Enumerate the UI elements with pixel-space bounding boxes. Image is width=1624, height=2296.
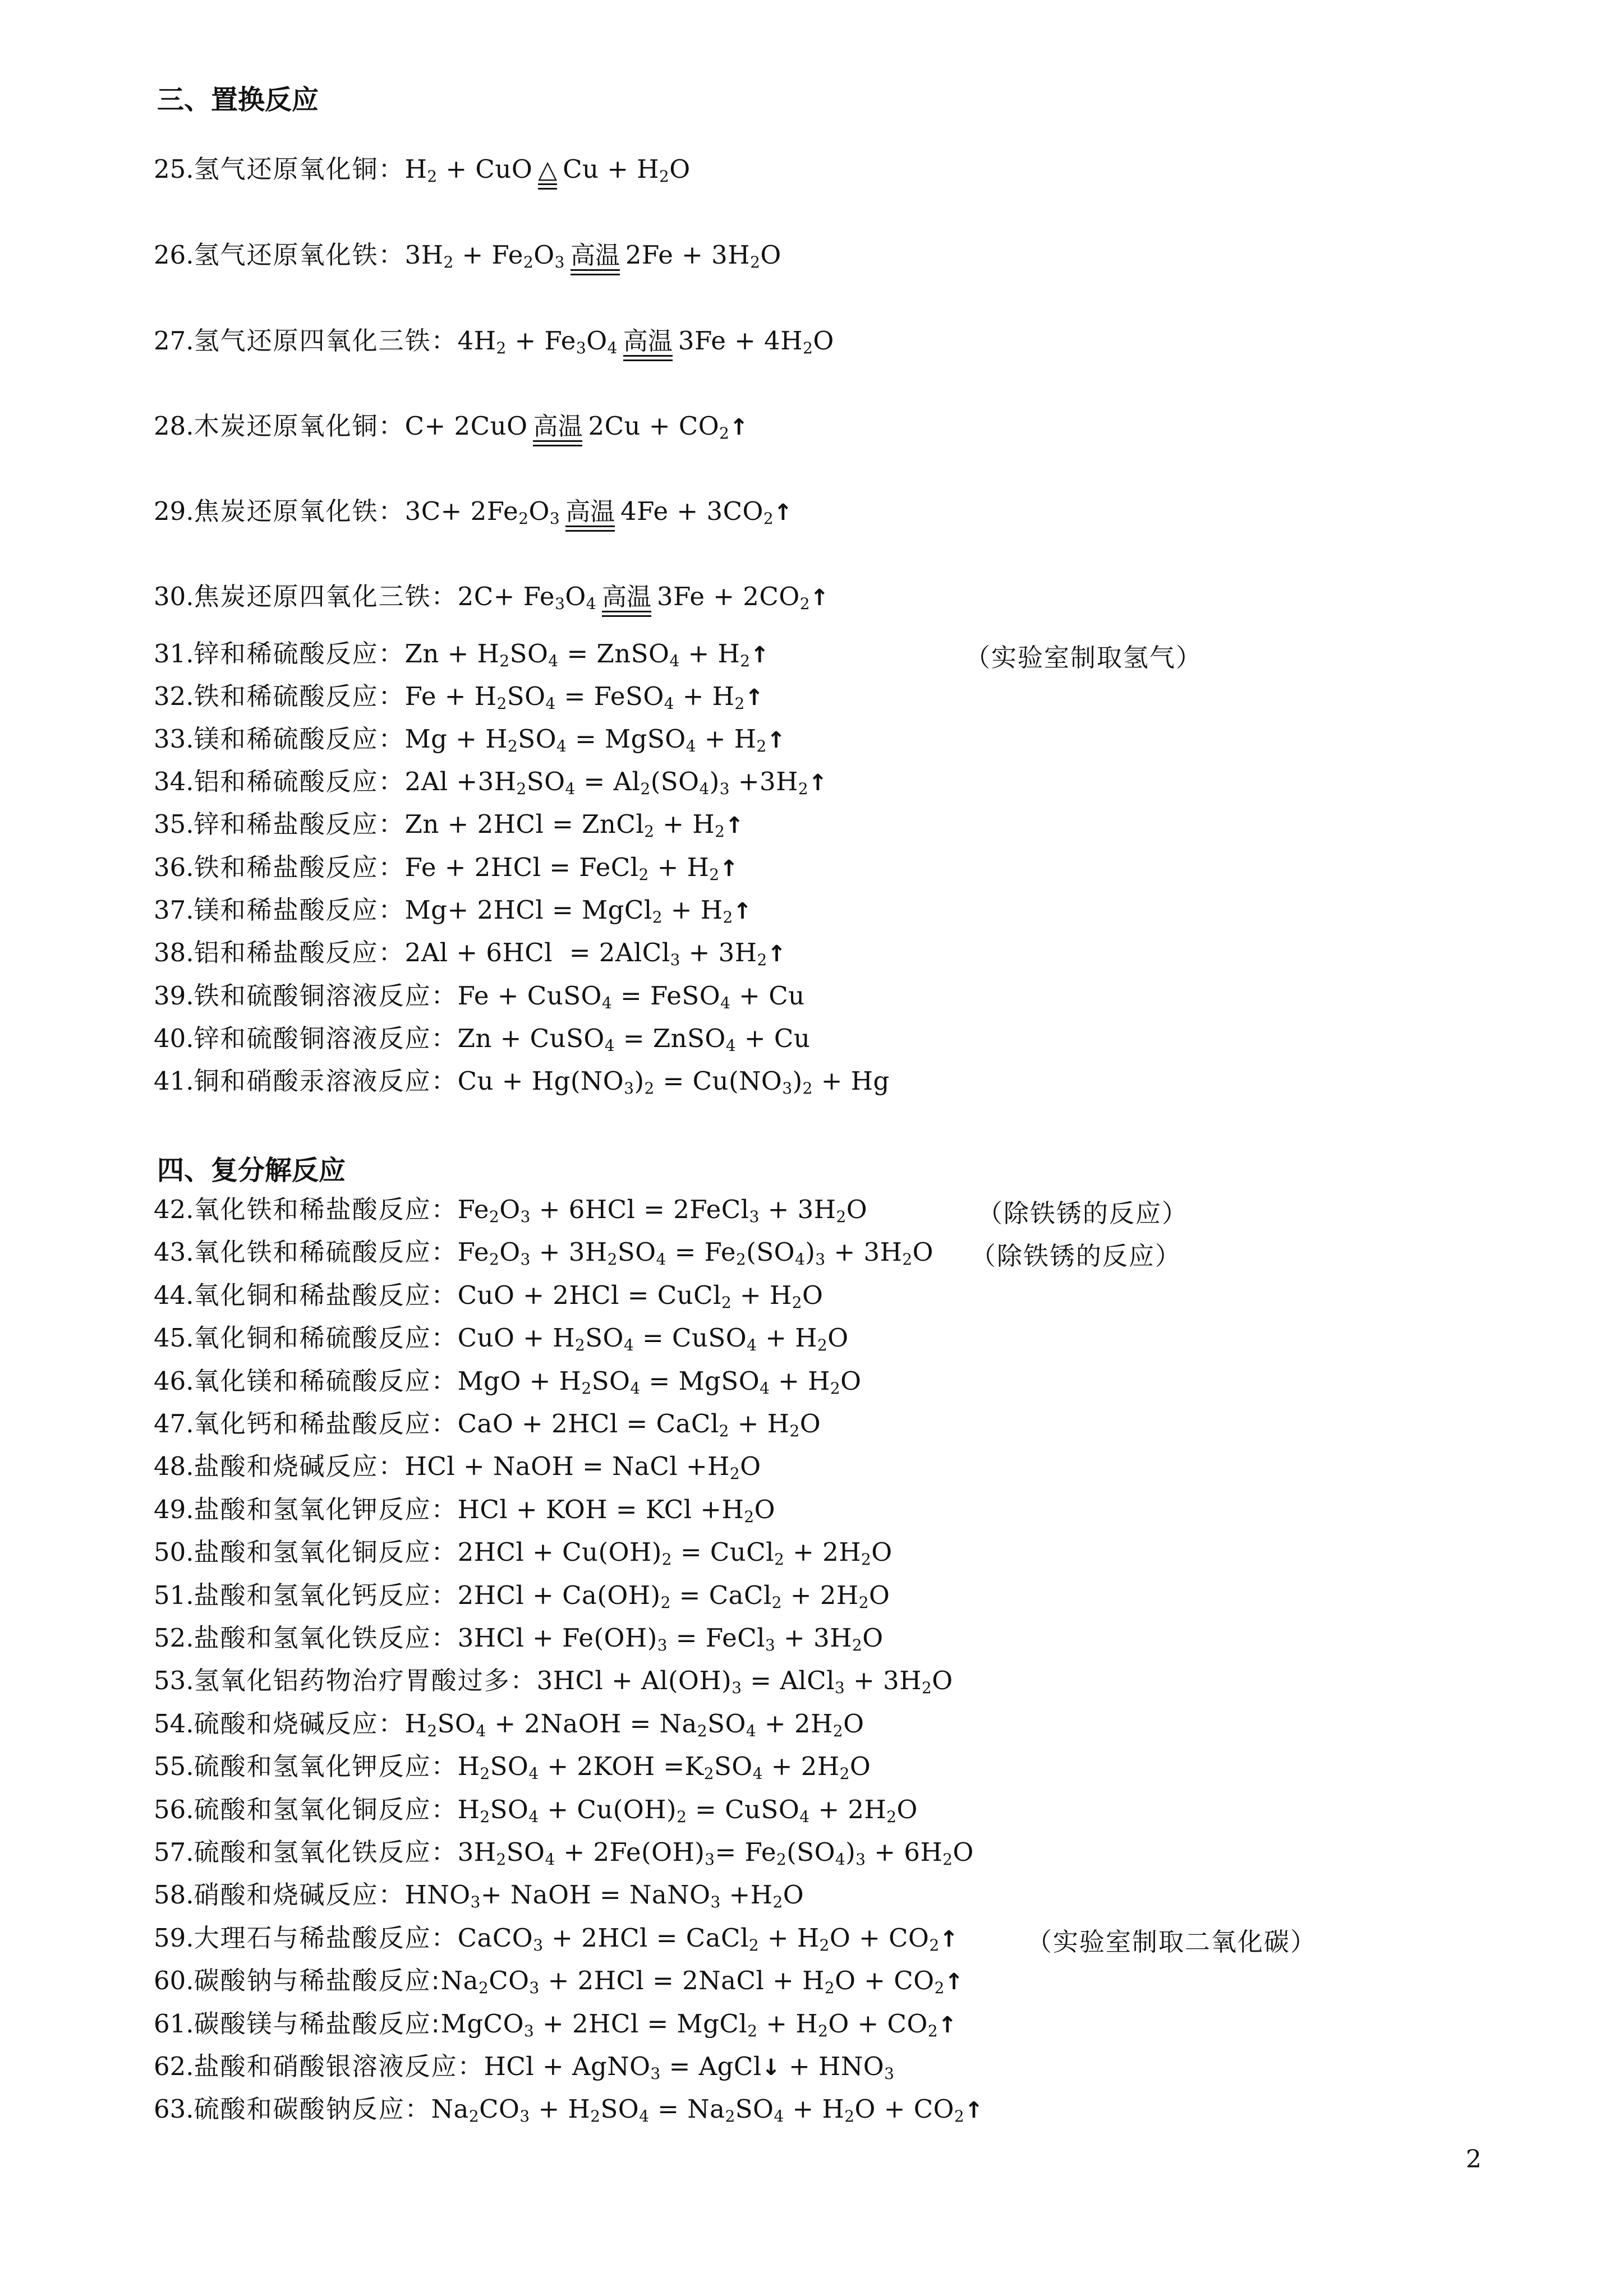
reaction-row <box>154 934 786 972</box>
reaction-number: 36. <box>154 852 194 882</box>
reaction-name: 碳酸镁与稀盐酸反应: <box>194 2009 441 2039</box>
reaction-number: 40. <box>154 1023 194 1053</box>
reaction-row <box>154 2048 894 2086</box>
equation: $2HCl + Cu(OH)_2$ = CuCl$_2$ + $2H_2O$ <box>457 1537 892 1569</box>
reaction-name: 锌和稀硫酸反应： <box>194 639 405 668</box>
equation: $3HCl + Al(OH)_3$ = AlCl$_3$ + $3H_2O$ <box>536 1666 953 1697</box>
reaction-name: 盐酸和氢氧化钙反应： <box>194 1580 458 1610</box>
equation: CaO + 2HCl = CaCl$_2$ + $H_2O$ <box>457 1409 821 1440</box>
reaction-row <box>154 150 691 188</box>
reaction-row <box>154 1533 892 1571</box>
reaction-number: 35. <box>154 809 194 839</box>
gas-arrow-icon: ↑ <box>939 1926 959 1952</box>
gas-arrow-icon: ↑ <box>808 770 827 796</box>
equation: Zn + 2HCl = ZnCl$_2$ + $H_2$ <box>404 809 725 841</box>
reaction-note: （除铁锈的反应） <box>970 1241 1182 1271</box>
reaction-row <box>154 322 834 360</box>
equation: $Mg + H_2SO_4$ = MgSO$_4$ + $H_2$ <box>404 724 767 755</box>
reaction-row <box>154 1791 918 1829</box>
reaction-name: 硫酸和碳酸钠反应： <box>194 2094 431 2124</box>
condition-equals-sign <box>565 525 615 532</box>
reaction-number: 39. <box>154 981 194 1011</box>
reaction-name: 碳酸钠与稀盐酸反应: <box>194 1966 441 1995</box>
reaction-row <box>154 1319 849 1357</box>
equation: CuO + 2HCl = CuCl$_2$ + $H_2O$ <box>457 1280 823 1312</box>
reaction-number: 45. <box>154 1323 194 1353</box>
reaction-number: 49. <box>154 1495 194 1524</box>
equation: $Na_2CO_3 + H_2SO_4 = Na_2SO_4 + H_2O + CO_2$ <box>431 2094 965 2126</box>
gas-arrow-icon: ↑ <box>766 727 786 753</box>
reaction-name: 盐酸和氢氧化铁反应： <box>194 1623 458 1653</box>
reaction-number: 58. <box>154 1880 194 1910</box>
reaction-name: 镁和稀硫酸反应： <box>194 724 405 754</box>
reaction-row <box>154 1447 761 1486</box>
condition-text: 高温 <box>623 327 673 356</box>
equation: $Cu + Hg(NO_3)_2 = Cu(NO_3)_2 + Hg$ <box>457 1066 890 1098</box>
reaction-row <box>154 1919 958 1957</box>
equation: Fe + 2HCl = FeCl$_2$ + $H_2$ <box>404 852 720 884</box>
reaction-name: 铁和硫酸铜溶液反应： <box>194 981 458 1011</box>
equation-reactants: $3H_2 + Fe_2O_3$ <box>404 240 565 271</box>
condition-equals-sign <box>533 440 582 446</box>
reaction-name: 硫酸和氢氧化钾反应： <box>194 1751 458 1781</box>
condition-text: △ <box>538 155 558 184</box>
reaction-name: 氢气还原氧化铜： <box>194 154 405 184</box>
gas-arrow-icon: ↑ <box>810 585 829 611</box>
reaction-name: 氢氧化铝药物治疗胃酸过多： <box>194 1666 537 1695</box>
condition-equals-sign <box>538 183 557 190</box>
reaction-note: （实验室制取氢气） <box>965 643 1203 672</box>
reaction-condition <box>571 243 620 275</box>
reaction-number: 38. <box>154 938 194 967</box>
reaction-number: 29. <box>154 496 194 526</box>
reaction-number: 48. <box>154 1451 194 1481</box>
reaction-number: 56. <box>154 1795 194 1824</box>
reaction-row <box>154 635 769 673</box>
reaction-name: 硫酸和氢氧化铁反应： <box>194 1837 458 1867</box>
reaction-number: 44. <box>154 1280 194 1310</box>
condition-text: 高温 <box>565 497 615 526</box>
equation: $Na_2CO_3 + 2HCl$ = 2NaCl + $H_2O + CO_2$ <box>440 1966 945 1997</box>
gas-arrow-icon: ↑ <box>774 500 793 525</box>
reaction-number: 61. <box>154 2009 194 2039</box>
reaction-name: 盐酸和硝酸银溶液反应： <box>194 2051 484 2081</box>
equation: HCl + NaOH = NaCl $+H_2O$ <box>404 1451 761 1483</box>
equation: $3HCl + Fe(OH)_3$ = FeCl$_3$ + $3H_2O$ <box>457 1623 884 1654</box>
reaction-row <box>154 977 805 1015</box>
reaction-number: 46. <box>154 1366 194 1396</box>
reaction-name: 氧化镁和稀硫酸反应： <box>194 1366 458 1396</box>
reaction-number: 31. <box>154 639 194 668</box>
equation: Mg+ 2HCl = MgCl$_2$ + $H_2$ <box>404 895 733 926</box>
condition-text: 高温 <box>533 412 583 441</box>
reaction-condition <box>565 497 615 532</box>
reaction-name: 硝酸和烧碱反应： <box>194 1880 405 1910</box>
condition-text: 高温 <box>570 241 620 270</box>
reaction-row <box>154 1962 963 2000</box>
gas-arrow-icon: ↑ <box>767 941 786 967</box>
gas-arrow-icon: ↑ <box>750 642 770 668</box>
reaction-row <box>154 1833 974 1871</box>
reaction-number: 59. <box>154 1923 194 1953</box>
gas-arrow-icon: ↑ <box>719 856 739 882</box>
reaction-condition <box>533 414 582 446</box>
reaction-name: 氧化铁和稀硫酸反应： <box>194 1237 458 1267</box>
section-heading-double-decomposition: 四、复分解反应 <box>157 1155 346 1186</box>
equation: $2HCl + Ca(OH)_2$ = CaCl$_2$ + $2H_2O$ <box>457 1580 890 1612</box>
equation: $Zn + H_2SO_4$ = ZnSO$_4$ + $H_2$ <box>404 639 751 670</box>
equation: CaCO$_3$ + 2HCl = CaCl$_2$ + $H_2O + CO_2$ <box>457 1923 940 1954</box>
equation: $Fe_2O_3 + 6HCl$ = 2FeCl$_3$ + $3H_2O$ <box>457 1195 868 1226</box>
reaction-name: 大理石与稀盐酸反应： <box>194 1923 458 1953</box>
reaction-name: 氧化铁和稀盐酸反应： <box>194 1195 458 1224</box>
reaction-number: 41. <box>154 1066 194 1096</box>
reaction-row <box>154 677 763 716</box>
gas-arrow-icon: ↑ <box>938 2012 957 2038</box>
equation: $Fe + H_2SO_4$ = FeSO$_4$ + $H_2$ <box>404 681 745 713</box>
equation: 2Al + 6HCl = 2AlCl$_3$ + $3H_2$ <box>404 938 767 969</box>
reaction-name: 铁和稀盐酸反应： <box>194 852 405 882</box>
reaction-row <box>154 492 793 531</box>
reaction-number: 34. <box>154 767 194 796</box>
condition-equals-sign <box>571 269 620 275</box>
reaction-number: 50. <box>154 1537 194 1567</box>
reaction-row <box>154 2090 983 2128</box>
condition-equals-sign <box>602 611 651 617</box>
reaction-row <box>154 1191 867 1229</box>
reaction-row <box>154 1020 810 1058</box>
reaction-name: 盐酸和氢氧化钾反应： <box>194 1495 458 1524</box>
reaction-number: 30. <box>154 582 194 611</box>
equation-reactants: $H_2$ + CuO <box>404 154 533 186</box>
equation: HCl + KOH = KCl $+H_2O$ <box>457 1495 775 1526</box>
reaction-row <box>154 1662 953 1700</box>
reaction-number: 57. <box>154 1837 194 1867</box>
condition-text: 高温 <box>601 583 651 611</box>
equation-tail: + $HNO_3$ <box>780 2051 895 2083</box>
reaction-number: 62. <box>154 2051 194 2081</box>
equation-products: $Cu + H_2O$ <box>563 154 691 186</box>
reaction-number: 54. <box>154 1709 194 1739</box>
gas-arrow-icon: ↑ <box>725 813 744 838</box>
reaction-name: 氧化铜和稀硫酸反应： <box>194 1323 458 1353</box>
page-number: 2 <box>1466 2145 1482 2174</box>
reaction-row <box>154 763 827 801</box>
equation-products: $4Fe + 3CO_2$ <box>620 496 774 528</box>
reaction-number: 43. <box>154 1237 194 1267</box>
reaction-number: 37. <box>154 895 194 925</box>
reaction-name: 铝和稀盐酸反应： <box>194 938 405 967</box>
reaction-number: 25. <box>154 154 194 184</box>
equation-reactants: $4H_2 + Fe_3O_4$ <box>457 326 618 357</box>
reaction-row <box>154 1748 871 1786</box>
reaction-row <box>154 578 829 616</box>
equation: $2Al +3H_2SO_4 = Al_2(SO_4)_3 +3H_2$ <box>404 767 809 798</box>
reaction-number: 27. <box>154 326 194 356</box>
reaction-note: （实验室制取二氧化碳） <box>1027 1927 1317 1957</box>
equation-products: $3Fe + 2CO_2$ <box>656 582 811 613</box>
reaction-row <box>154 1876 804 1914</box>
reaction-name: 硫酸和烧碱反应： <box>194 1709 405 1739</box>
reaction-name: 铜和硝酸汞溶液反应： <box>194 1066 458 1096</box>
reaction-number: 33. <box>154 724 194 754</box>
reaction-number: 51. <box>154 1580 194 1610</box>
reaction-name: 氧化铜和稀盐酸反应： <box>194 1280 458 1310</box>
reaction-number: 60. <box>154 1966 194 1995</box>
reaction-condition <box>623 329 673 361</box>
reaction-row <box>154 1276 823 1315</box>
reaction-name: 盐酸和烧碱反应： <box>194 1451 405 1481</box>
equation-reactants: C+ 2CuO <box>404 411 528 441</box>
reaction-row <box>154 1062 890 1100</box>
reaction-number: 47. <box>154 1409 194 1439</box>
reaction-row <box>154 407 748 445</box>
gas-arrow-icon: ↑ <box>964 2097 983 2123</box>
equation: $Fe_2O_3 + 3H_2SO_4 = Fe_2(SO_4)_3 + 3H_2O$ <box>457 1237 933 1269</box>
reaction-row <box>154 1362 862 1400</box>
precipitate-arrow-icon: ↓ <box>761 2055 781 2081</box>
reaction-name: 铁和稀硫酸反应： <box>194 681 405 711</box>
reaction-row <box>154 1576 890 1615</box>
reaction-row <box>154 720 785 758</box>
reaction-row <box>154 891 752 929</box>
equation: $H_2SO_4 + 2KOH =K_2SO_4 + 2H_2O$ <box>457 1751 871 1783</box>
equation-products: $2Cu + CO_2$ <box>588 411 730 442</box>
reaction-number: 52. <box>154 1623 194 1653</box>
equation: CuO + $H_2SO_4$ = CuSO$_4$ + $H_2O$ <box>457 1323 849 1354</box>
reaction-name: 氧化钙和稀盐酸反应： <box>194 1409 458 1439</box>
reaction-row <box>154 1619 884 1657</box>
reaction-condition <box>538 155 558 190</box>
equation: $H_2SO_4$ + 2NaOH = $Na_2SO_4 + 2H_2O$ <box>404 1709 864 1740</box>
equation: $H_2SO_4 + Cu(OH)_2$ = CuSO$_4$ + $2H_2O$ <box>457 1795 918 1826</box>
reaction-name: 焦炭还原氧化铁： <box>194 496 405 526</box>
reaction-row <box>154 2005 957 2043</box>
gas-arrow-icon: ↑ <box>944 1969 964 1995</box>
reaction-note: （除铁锈的反应） <box>977 1198 1189 1228</box>
equation: Fe + CuSO$_4$ = FeSO$_4$ + Cu <box>457 981 805 1012</box>
reaction-number: 26. <box>154 240 194 270</box>
condition-equals-sign <box>623 355 673 361</box>
equation-products: $3Fe + 4H_2O$ <box>678 326 834 357</box>
reaction-number: 32. <box>154 681 194 711</box>
reaction-condition <box>602 585 651 617</box>
reaction-number: 42. <box>154 1195 194 1224</box>
reaction-row <box>154 1705 864 1743</box>
reaction-name: 氢气还原四氧化三铁： <box>194 326 458 356</box>
reaction-name: 镁和稀盐酸反应： <box>194 895 405 925</box>
reaction-name: 锌和稀盐酸反应： <box>194 809 405 839</box>
reaction-name: 锌和硫酸铜溶液反应： <box>194 1023 458 1053</box>
reaction-name: 盐酸和氢氧化铜反应： <box>194 1537 458 1567</box>
equation: HCl + AgNO$_3$ = AgCl <box>484 2051 762 2083</box>
equation-reactants: $3C+ 2Fe_2O_3$ <box>404 496 560 528</box>
gas-arrow-icon: ↑ <box>729 414 748 440</box>
gas-arrow-icon: ↑ <box>733 898 752 924</box>
reaction-name: 硫酸和氢氧化铜反应： <box>194 1795 458 1824</box>
gas-arrow-icon: ↑ <box>744 685 764 711</box>
equation: MgO + $H_2SO_4$ = MgSO$_4$ + $H_2O$ <box>457 1366 862 1398</box>
reaction-name: 木炭还原氧化铜： <box>194 411 405 441</box>
equation: $3H_2SO_4 + 2Fe(OH)_3= Fe_2(SO_4)_3 + 6H_2O$ <box>457 1837 974 1869</box>
reaction-row <box>154 1405 821 1443</box>
reaction-row <box>154 236 781 274</box>
equation: Zn + CuSO$_4$ = ZnSO$_4$ + Cu <box>457 1023 811 1055</box>
reaction-row <box>154 849 738 887</box>
equation: MgCO$_3$ + 2HCl = MgCl$_2$ + $H_2O + CO_2$ <box>440 2009 938 2040</box>
reaction-name: 焦炭还原四氧化三铁： <box>194 582 458 611</box>
reaction-name: 氢气还原氧化铁： <box>194 240 405 270</box>
reaction-name: 铝和稀硫酸反应： <box>194 767 405 796</box>
section-heading-displacement: 三、置换反应 <box>157 84 319 116</box>
reaction-row <box>154 1491 775 1529</box>
reaction-number: 55. <box>154 1751 194 1781</box>
reaction-number: 53. <box>154 1666 194 1695</box>
reaction-number: 63. <box>154 2094 194 2124</box>
reaction-number: 28. <box>154 411 194 441</box>
equation: $HNO_3+$ NaOH = NaNO$_3$ $+H_2O$ <box>404 1880 804 1911</box>
equation-reactants: $2C+ Fe_3O_4$ <box>457 582 596 613</box>
reaction-row <box>154 805 744 843</box>
reaction-row <box>154 1233 933 1271</box>
equation-products: $2Fe + 3H_2O$ <box>625 240 781 271</box>
